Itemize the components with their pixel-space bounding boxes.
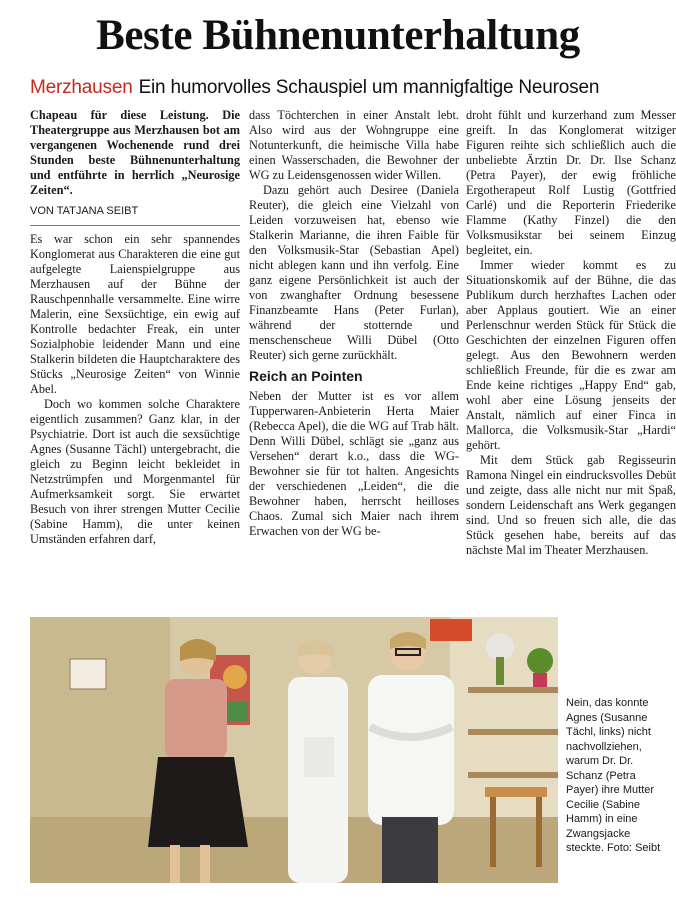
body-paragraph: Doch wo kommen solche Charaktere eigentlich zusammen? Ganz klar, in der Psychiatrie. Dort ist auch die sexsüchtige Agnes (Susanne Tächl) untergebracht, die gleich zu Beginn leicht bekleidet in Netzstrümpfen und Morgenmantel für Aufmerksamkeit sorgt. Sie erwartet Besuch von ihrer strengen Mutter Cecilie (Sabine Hamm), die unter keinen Umständen erfahren darf, xyxy=(30,397,240,546)
body-paragraph: Mit dem Stück gab Regisseurin Ramona Ningel ein eindrucksvolles Debüt und zeigte, dass alle nicht nur mit Spaß, sondern Leidenschaft ans Werk gegangen sind. Und so freuen sich alle, die das Stück gesehen habe, bereits auf das nächste Mal im Theater Merzhausen. xyxy=(466,453,676,557)
body-paragraph: Es war schon ein sehr spannendes Konglomerat aus Charakteren die eine gut aufgelegte Laienspielgruppe aus Merzhausen auf der Bühne der Rauschpennhalle versammelte. Eine wirre Malerin, eine Sexsüchtige, ein ewig auf Kontrolle bedachter Freak, ein unter Sozialphobie leidender Mann und eine Stalkerin bildeten die Hauptcharaktere des Stücks „Neurosige Zeiten“ von Winnie Abel. xyxy=(30,232,240,396)
stage-photo xyxy=(30,617,558,883)
subheadline xyxy=(30,76,670,100)
location-label: Merzhausen xyxy=(30,77,133,98)
byline: VON TATJANA SEIBT xyxy=(30,204,240,226)
article-column-3 xyxy=(466,108,676,558)
article-column-2 xyxy=(249,108,459,539)
body-paragraph: Dazu gehört auch Desiree (Daniela Reuter), die gleich eine Vielzahl von Leiden vorzuweisen hat, ebenso wie Stalkerin Marianne, die ihren Faible für den Volksmusik-Star (Sebastian Apel) nicht ablegen kann und ihn verfolg. Eine ganz eigene Persönlichkeit ist auch der von zwanghafter Ordnung besessene Finanzbeamte Hans (Peter Furlan), während der stotternde und menschenscheue Willi Dübel (Otto Reuter) sich gerne zurückhält. xyxy=(249,183,459,362)
section-subhead: Reich an Pointen xyxy=(249,368,363,384)
photo-caption: Nein, das konnte Agnes (Susanne Tächl, links) nicht nachvollziehen, warum Dr. Dr. Schanz (Petra Payer) ihre Mutter Cecilie (Sabine Hamm) in eine Zwangsjacke steckte. Foto: Seibt xyxy=(566,697,661,854)
body-paragraph: Immer wieder kommt es zu Situationskomik auf der Bühne, die das Publikum durch herzhaftes Lachen oder aber Applaus goutiert. Wie an einer Perlenschnur werden Stück für Stück die Geschichten der einzelnen Figuren offen gelegt. Aus den Bewohnern werden schließlich Freunde, für die es zwar am Ende keine richtiges „Happy End“ gab, wohl aber eine Lösung jenseits der Anstalt, nämlich auf einer Finca in Mallorca, die Volksmusik-Star „Hardi“ gehört. xyxy=(466,258,676,452)
body-paragraph: Neben der Mutter ist es vor allem Tupperwaren-Anbieterin Herta Maier (Rebecca Apel), die die WG auf Trab hält. Denn Willi Dübel, schlägt sie „ganz aus Versehen“ derart k.o., dass die WG-Bewohner sie für tot halten. Angesichts der verschiedenen „Leiden“, die die Bewohner haben, herrscht heilloses Chaos. Zumal sich Maier nach ihrem Erwachen von der WG be- xyxy=(249,389,459,538)
body-paragraph: droht fühlt und kurzerhand zum Messer greift. In das Konglomerat witziger Figuren reihte sich schließlich auch die unbeliebte Ärztin Dr. Dr. Ilse Schanz (Petra Payer), der ewig fröhliche Ergotherapeut Rolf Lustig (Gottfried Carlé) und die Reporterin Friederike Flamme (Kathy Finzel) die den Volksmusikstar bei seinem Einzug begleitet, ein. xyxy=(466,108,676,257)
lead-paragraph: Chapeau für diese Leistung. Die Theatergruppe aus Merzhausen bot am vergangenen Wochenende rund drei Stunden beste Bühnenunterhaltung und entführte in herrlich „Neurosige Zeiten“. xyxy=(30,108,240,197)
headline: Beste Bühnenunterhaltung xyxy=(96,12,580,59)
article-column-1 xyxy=(30,108,240,547)
body-paragraph: dass Töchterchen in einer Anstalt lebt. Also wird aus der Wohngruppe eine Notunterkunft, die heimische Villa habe einen Wasserschaden, die Bewohner der WG zu Leidensgenossen wider Willen. xyxy=(249,108,459,182)
deck-text: Ein humorvolles Schauspiel um mannigfaltige Neurosen xyxy=(138,77,600,98)
